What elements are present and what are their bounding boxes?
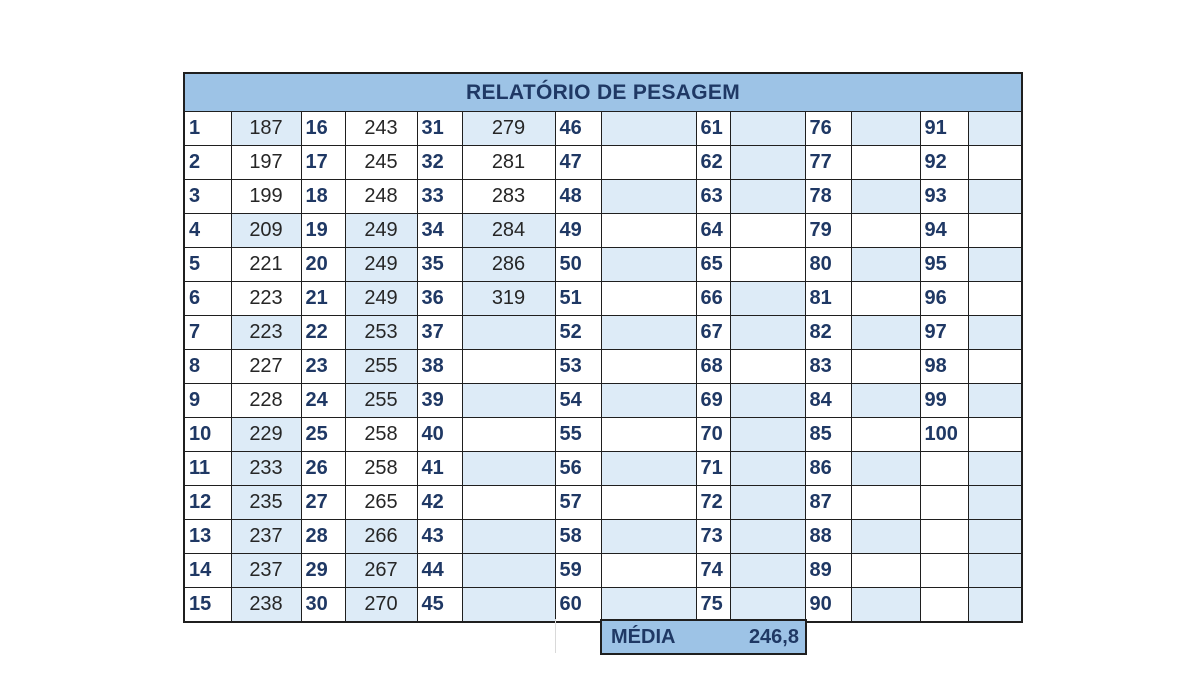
weighing-number (920, 452, 968, 486)
weighing-value (851, 112, 920, 146)
weighing-value (730, 180, 805, 214)
weighing-number: 39 (417, 384, 462, 418)
weighing-number: 75 (696, 588, 730, 622)
weighing-value (601, 316, 696, 350)
weighing-value: 245 (345, 146, 417, 180)
weighing-value (730, 418, 805, 452)
weighing-number (920, 554, 968, 588)
weighing-number: 54 (555, 384, 601, 418)
weighing-number: 53 (555, 350, 601, 384)
weighing-value (730, 214, 805, 248)
weighing-value (968, 316, 1021, 350)
weighing-value: 209 (231, 214, 301, 248)
weighing-number (920, 588, 968, 622)
weighing-number: 92 (920, 146, 968, 180)
weighing-number: 23 (301, 350, 345, 384)
weighing-number: 84 (805, 384, 851, 418)
table-row (185, 282, 1021, 316)
weighing-number: 57 (555, 486, 601, 520)
weighing-value (968, 520, 1021, 554)
weighing-number: 55 (555, 418, 601, 452)
weighing-number: 63 (696, 180, 730, 214)
weighing-value: 228 (231, 384, 301, 418)
table-row (185, 384, 1021, 418)
weighing-number: 45 (417, 588, 462, 622)
weighing-value (730, 112, 805, 146)
weighing-value: 235 (231, 486, 301, 520)
weighing-number: 98 (920, 350, 968, 384)
weighing-value: 284 (462, 214, 555, 248)
average-summary (600, 619, 807, 655)
weighing-number: 56 (555, 452, 601, 486)
weighing-number: 9 (185, 384, 231, 418)
weighing-value: 255 (345, 350, 417, 384)
weighing-number: 59 (555, 554, 601, 588)
weighing-value: 258 (345, 418, 417, 452)
weighing-value (730, 146, 805, 180)
weighing-number: 1 (185, 112, 231, 146)
weighing-value (968, 452, 1021, 486)
weighing-report (183, 72, 1023, 623)
weighing-number: 49 (555, 214, 601, 248)
weighing-value (601, 248, 696, 282)
weighing-number: 89 (805, 554, 851, 588)
weighing-value (601, 282, 696, 316)
weighing-value (601, 350, 696, 384)
weighing-number: 94 (920, 214, 968, 248)
weighing-value (601, 384, 696, 418)
weighing-number: 66 (696, 282, 730, 316)
weighing-number: 28 (301, 520, 345, 554)
weighing-value (851, 282, 920, 316)
weighing-value (851, 350, 920, 384)
weighing-value (730, 452, 805, 486)
weighing-value (851, 180, 920, 214)
weighing-value: 283 (462, 180, 555, 214)
weighing-value: 255 (345, 384, 417, 418)
weighing-value (462, 384, 555, 418)
weighing-number: 18 (301, 180, 345, 214)
weighing-number: 38 (417, 350, 462, 384)
weighing-number: 67 (696, 316, 730, 350)
table-row (185, 520, 1021, 554)
weighing-number: 62 (696, 146, 730, 180)
weighing-value (968, 282, 1021, 316)
weighing-number: 32 (417, 146, 462, 180)
weighing-number: 5 (185, 248, 231, 282)
weighing-number: 34 (417, 214, 462, 248)
weighing-value: 279 (462, 112, 555, 146)
weighing-number: 6 (185, 282, 231, 316)
weighing-value (968, 486, 1021, 520)
weighing-number: 88 (805, 520, 851, 554)
weighing-number: 40 (417, 418, 462, 452)
weighing-number: 83 (805, 350, 851, 384)
weighing-number: 22 (301, 316, 345, 350)
weighing-value (601, 452, 696, 486)
weighing-number: 7 (185, 316, 231, 350)
weighing-value (851, 248, 920, 282)
weighing-value (851, 520, 920, 554)
weighing-value: 223 (231, 282, 301, 316)
weighing-value (462, 520, 555, 554)
weighing-value (730, 282, 805, 316)
weighing-value (851, 554, 920, 588)
weighing-number: 47 (555, 146, 601, 180)
weighing-value: 248 (345, 180, 417, 214)
weighing-value: 227 (231, 350, 301, 384)
weighing-number: 42 (417, 486, 462, 520)
weighing-number: 72 (696, 486, 730, 520)
table-row (185, 452, 1021, 486)
weighing-value: 199 (231, 180, 301, 214)
weighing-number: 3 (185, 180, 231, 214)
weighing-number: 44 (417, 554, 462, 588)
weighing-value (851, 452, 920, 486)
weighing-value (601, 588, 696, 622)
table-row (185, 146, 1021, 180)
weighing-number: 78 (805, 180, 851, 214)
weighing-number: 87 (805, 486, 851, 520)
weighing-number: 2 (185, 146, 231, 180)
table-row (185, 588, 1021, 622)
weighing-number: 36 (417, 282, 462, 316)
weighing-value (462, 350, 555, 384)
weighing-number: 48 (555, 180, 601, 214)
weighing-value (851, 486, 920, 520)
weighing-value: 223 (231, 316, 301, 350)
weighing-value (601, 554, 696, 588)
average-label: MÉDIA (611, 625, 676, 648)
weighing-number: 100 (920, 418, 968, 452)
weighing-value (851, 146, 920, 180)
weighing-number: 19 (301, 214, 345, 248)
weighing-value (851, 214, 920, 248)
weighing-value (462, 554, 555, 588)
weighing-value: 249 (345, 214, 417, 248)
weighing-value: 197 (231, 146, 301, 180)
weighing-number: 86 (805, 452, 851, 486)
weighing-value (730, 486, 805, 520)
average-value: 246,8 (748, 625, 799, 648)
weighing-number: 82 (805, 316, 851, 350)
weighing-number: 24 (301, 384, 345, 418)
weighing-number: 96 (920, 282, 968, 316)
weighing-number: 41 (417, 452, 462, 486)
weighing-number: 85 (805, 418, 851, 452)
weighing-value (462, 588, 555, 622)
weighing-table (185, 112, 1021, 621)
weighing-value (968, 554, 1021, 588)
weighing-number: 27 (301, 486, 345, 520)
weighing-number: 35 (417, 248, 462, 282)
weighing-value (851, 384, 920, 418)
weighing-value: 187 (231, 112, 301, 146)
weighing-number: 65 (696, 248, 730, 282)
table-row (185, 316, 1021, 350)
table-row (185, 112, 1021, 146)
weighing-value (730, 520, 805, 554)
weighing-number: 10 (185, 418, 231, 452)
weighing-value (851, 316, 920, 350)
weighing-value: 267 (345, 554, 417, 588)
weighing-value (601, 112, 696, 146)
weighing-number: 61 (696, 112, 730, 146)
weighing-number: 99 (920, 384, 968, 418)
weighing-value (601, 520, 696, 554)
weighing-value (968, 588, 1021, 622)
weighing-number: 91 (920, 112, 968, 146)
weighing-number: 80 (805, 248, 851, 282)
weighing-value (730, 248, 805, 282)
weighing-value (968, 350, 1021, 384)
weighing-value (462, 452, 555, 486)
table-row (185, 418, 1021, 452)
weighing-number: 95 (920, 248, 968, 282)
weighing-value (462, 486, 555, 520)
weighing-value (462, 316, 555, 350)
weighing-value (968, 112, 1021, 146)
weighing-number: 8 (185, 350, 231, 384)
weighing-number: 52 (555, 316, 601, 350)
weighing-number: 70 (696, 418, 730, 452)
weighing-number: 64 (696, 214, 730, 248)
table-row (185, 214, 1021, 248)
weighing-number: 68 (696, 350, 730, 384)
weighing-number: 69 (696, 384, 730, 418)
weighing-value (968, 214, 1021, 248)
weighing-value (968, 146, 1021, 180)
weighing-number: 77 (805, 146, 851, 180)
weighing-number: 11 (185, 452, 231, 486)
weighing-value (851, 418, 920, 452)
weighing-number: 60 (555, 588, 601, 622)
weighing-number: 16 (301, 112, 345, 146)
weighing-number: 97 (920, 316, 968, 350)
weighing-value: 249 (345, 282, 417, 316)
weighing-value: 221 (231, 248, 301, 282)
weighing-value (968, 384, 1021, 418)
weighing-value: 286 (462, 248, 555, 282)
weighing-value (730, 384, 805, 418)
weighing-value: 265 (345, 486, 417, 520)
weighing-number: 76 (805, 112, 851, 146)
weighing-number: 46 (555, 112, 601, 146)
weighing-number: 31 (417, 112, 462, 146)
weighing-number: 58 (555, 520, 601, 554)
weighing-value: 243 (345, 112, 417, 146)
weighing-value: 266 (345, 520, 417, 554)
weighing-value: 258 (345, 452, 417, 486)
weighing-value: 238 (231, 588, 301, 622)
weighing-number: 73 (696, 520, 730, 554)
table-row (185, 350, 1021, 384)
weighing-value: 270 (345, 588, 417, 622)
weighing-number: 93 (920, 180, 968, 214)
weighing-number: 50 (555, 248, 601, 282)
weighing-value (601, 418, 696, 452)
weighing-value (851, 588, 920, 622)
weighing-value: 229 (231, 418, 301, 452)
weighing-value: 319 (462, 282, 555, 316)
weighing-value: 253 (345, 316, 417, 350)
weighing-number: 33 (417, 180, 462, 214)
weighing-number: 14 (185, 554, 231, 588)
weighing-number: 90 (805, 588, 851, 622)
weighing-value (601, 146, 696, 180)
table-row (185, 486, 1021, 520)
weighing-number: 21 (301, 282, 345, 316)
weighing-number: 20 (301, 248, 345, 282)
weighing-value (730, 554, 805, 588)
sheet-gridline (555, 619, 556, 653)
weighing-number: 4 (185, 214, 231, 248)
weighing-number: 29 (301, 554, 345, 588)
weighing-number: 51 (555, 282, 601, 316)
weighing-number: 25 (301, 418, 345, 452)
table-row (185, 554, 1021, 588)
table-row (185, 248, 1021, 282)
weighing-value: 233 (231, 452, 301, 486)
weighing-number: 37 (417, 316, 462, 350)
weighing-value (730, 588, 805, 622)
weighing-value (968, 180, 1021, 214)
weighing-number: 13 (185, 520, 231, 554)
weighing-number: 15 (185, 588, 231, 622)
weighing-number: 30 (301, 588, 345, 622)
report-title: RELATÓRIO DE PESAGEM (185, 74, 1021, 112)
weighing-number: 12 (185, 486, 231, 520)
weighing-number: 17 (301, 146, 345, 180)
weighing-value (730, 316, 805, 350)
table-row (185, 180, 1021, 214)
weighing-number (920, 486, 968, 520)
weighing-value (462, 418, 555, 452)
weighing-value (730, 350, 805, 384)
weighing-number (920, 520, 968, 554)
weighing-number: 79 (805, 214, 851, 248)
weighing-value (968, 248, 1021, 282)
weighing-value: 249 (345, 248, 417, 282)
weighing-value: 237 (231, 554, 301, 588)
weighing-value (601, 214, 696, 248)
weighing-number: 74 (696, 554, 730, 588)
weighing-value (601, 180, 696, 214)
weighing-number: 71 (696, 452, 730, 486)
weighing-value (968, 418, 1021, 452)
weighing-number: 43 (417, 520, 462, 554)
weighing-value: 281 (462, 146, 555, 180)
weighing-value (601, 486, 696, 520)
weighing-number: 26 (301, 452, 345, 486)
weighing-number: 81 (805, 282, 851, 316)
weighing-value: 237 (231, 520, 301, 554)
